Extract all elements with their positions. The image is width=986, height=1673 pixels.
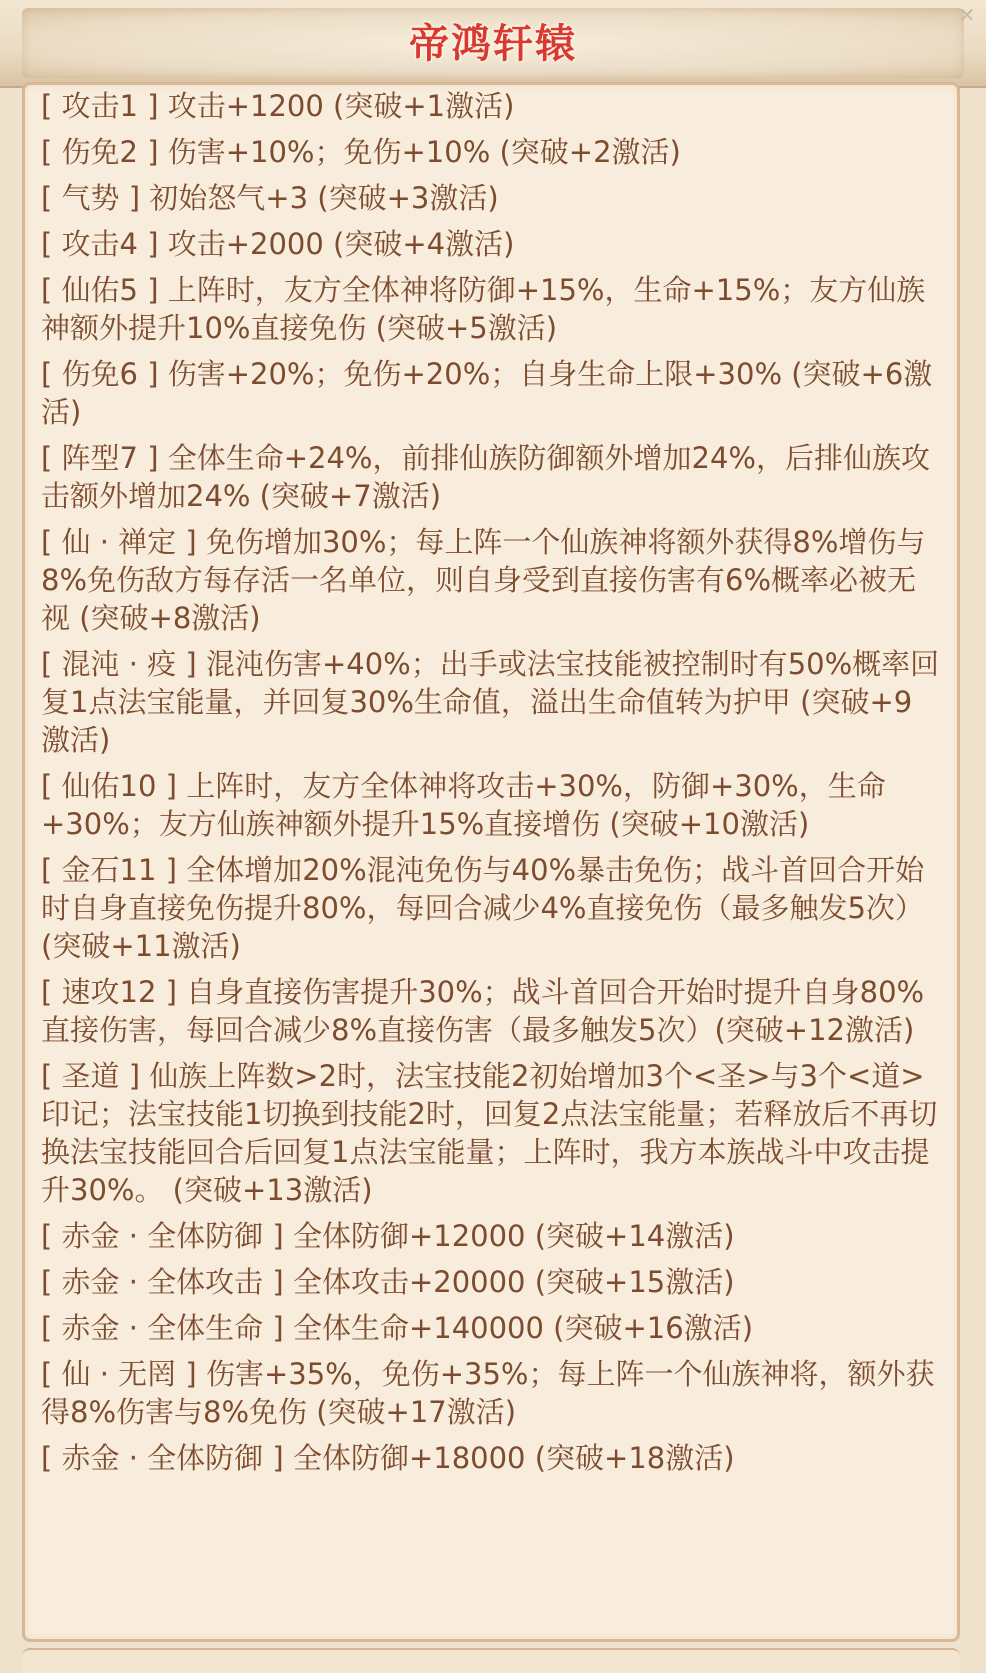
entry-tag: [ 金石11 ] (41, 853, 177, 887)
entry-tag: [ 气势 ] (41, 181, 141, 215)
entry-desc: 初始怒气+3 (突破+3激活) (149, 181, 499, 215)
list-item (41, 1309, 941, 1347)
entry-desc: 伤害+10%；免伤+10% (突破+2激活) (167, 135, 681, 169)
list-item (41, 973, 941, 1049)
list-item (41, 851, 941, 965)
entry-tag: [ 攻击1 ] (41, 89, 159, 123)
entry-desc: 全体防御+18000 (突破+18激活) (292, 1441, 735, 1475)
entry-tag: [ 阵型7 ] (41, 441, 159, 475)
entry-tag: [ 仙佑10 ] (41, 769, 177, 803)
entry-desc: 攻击+2000 (突破+4激活) (167, 227, 515, 261)
title-banner (0, 0, 986, 88)
entry-tag: [ 圣道 ] (41, 1059, 141, 1093)
list-item (41, 225, 941, 263)
entry-tag: [ 赤金 · 全体生命 ] (41, 1311, 284, 1345)
entry-desc: 上阵时，友方全体神将防御+15%，生命+15%；友方仙族神额外提升10%直接免伤 (突破+5激活) (41, 273, 926, 345)
entry-tag: [ 赤金 · 全体防御 ] (41, 1441, 284, 1475)
list-item (41, 439, 941, 515)
page-title: 帝鸿轩辕 (409, 21, 577, 67)
list-item (41, 1439, 941, 1477)
list-item (41, 179, 941, 217)
entry-tag: [ 攻击4 ] (41, 227, 159, 261)
entry-tag: [ 仙 · 无罔 ] (41, 1357, 197, 1391)
entry-tag: [ 赤金 · 全体防御 ] (41, 1219, 284, 1253)
list-item (41, 767, 941, 843)
entry-tag: [ 伤免2 ] (41, 135, 159, 169)
list-item (41, 87, 941, 125)
list-item (41, 355, 941, 431)
breakthrough-list-panel (22, 82, 960, 1642)
entry-desc: 上阵时，友方全体神将攻击+30%，防御+30%，生命+30%；友方仙族神额外提升15%直接增伤 (突破+10激活) (41, 769, 886, 841)
entry-desc: 全体防御+12000 (突破+14激活) (292, 1219, 735, 1253)
entry-tag: [ 速攻12 ] (41, 975, 177, 1009)
list-item (41, 1263, 941, 1301)
list-item (41, 1217, 941, 1255)
list-item (41, 133, 941, 171)
entry-desc: 免伤增加30%；每上阵一个仙族神将额外获得8%增伤与8%免伤敌方每存活一名单位，则自身受到直接伤害有6%概率必被无视 (突破+8激活) (41, 525, 926, 635)
entry-tag: [ 仙 · 禅定 ] (41, 525, 197, 559)
entry-desc: 攻击+1200 (突破+1激活) (167, 89, 515, 123)
entry-desc: 全体攻击+20000 (突破+15激活) (292, 1265, 735, 1299)
entry-tag: [ 赤金 · 全体攻击 ] (41, 1265, 284, 1299)
list-item (41, 1057, 941, 1209)
list-item (41, 271, 941, 347)
entry-desc: 全体增加20%混沌免伤与40%暴击免伤；战斗首回合开始时自身直接免伤提升80%，每回合减少4%直接免伤（最多触发5次）(突破+11激活) (41, 853, 925, 963)
list-item (41, 645, 941, 759)
entry-desc: 混沌伤害+40%；出手或法宝技能被控制时有50%概率回复1点法宝能量，并回复30%生命值，溢出生命值转为护甲 (突破+9激活) (41, 647, 940, 757)
entry-desc: 伤害+20%；免伤+20%；自身生命上限+30% (突破+6激活) (41, 357, 933, 429)
entry-desc: 伤害+35%，免伤+35%；每上阵一个仙族神将，额外获得8%伤害与8%免伤 (突破+17激活) (41, 1357, 935, 1429)
list-item (41, 1355, 941, 1431)
entry-desc: 全体生命+24%，前排仙族防御额外增加24%，后排仙族攻击额外增加24% (突破+7激活) (41, 441, 930, 513)
entry-list (41, 87, 941, 1485)
entry-desc: 全体生命+140000 (突破+16激活) (292, 1311, 754, 1345)
entry-tag: [ 仙佑5 ] (41, 273, 159, 307)
next-panel-edge (22, 1648, 960, 1673)
close-icon[interactable]: ✕ (958, 3, 976, 27)
entry-tag: [ 混沌 · 疫 ] (41, 647, 197, 681)
entry-tag: [ 伤免6 ] (41, 357, 159, 391)
entry-desc: 仙族上阵数>2时，法宝技能2初始增加3个<圣>与3个<道>印记；法宝技能1切换到技能2时，回复2点法宝能量；若释放后不再切换法宝技能回合后回复1点法宝能量；上阵时，我方本族战斗中攻击提升30%。 (突破+13激活) (41, 1059, 938, 1207)
list-item (41, 523, 941, 637)
entry-desc: 自身直接伤害提升30%；战斗首回合开始时提升自身80%直接伤害，每回合减少8%直接伤害（最多触发5次）(突破+12激活) (41, 975, 925, 1047)
